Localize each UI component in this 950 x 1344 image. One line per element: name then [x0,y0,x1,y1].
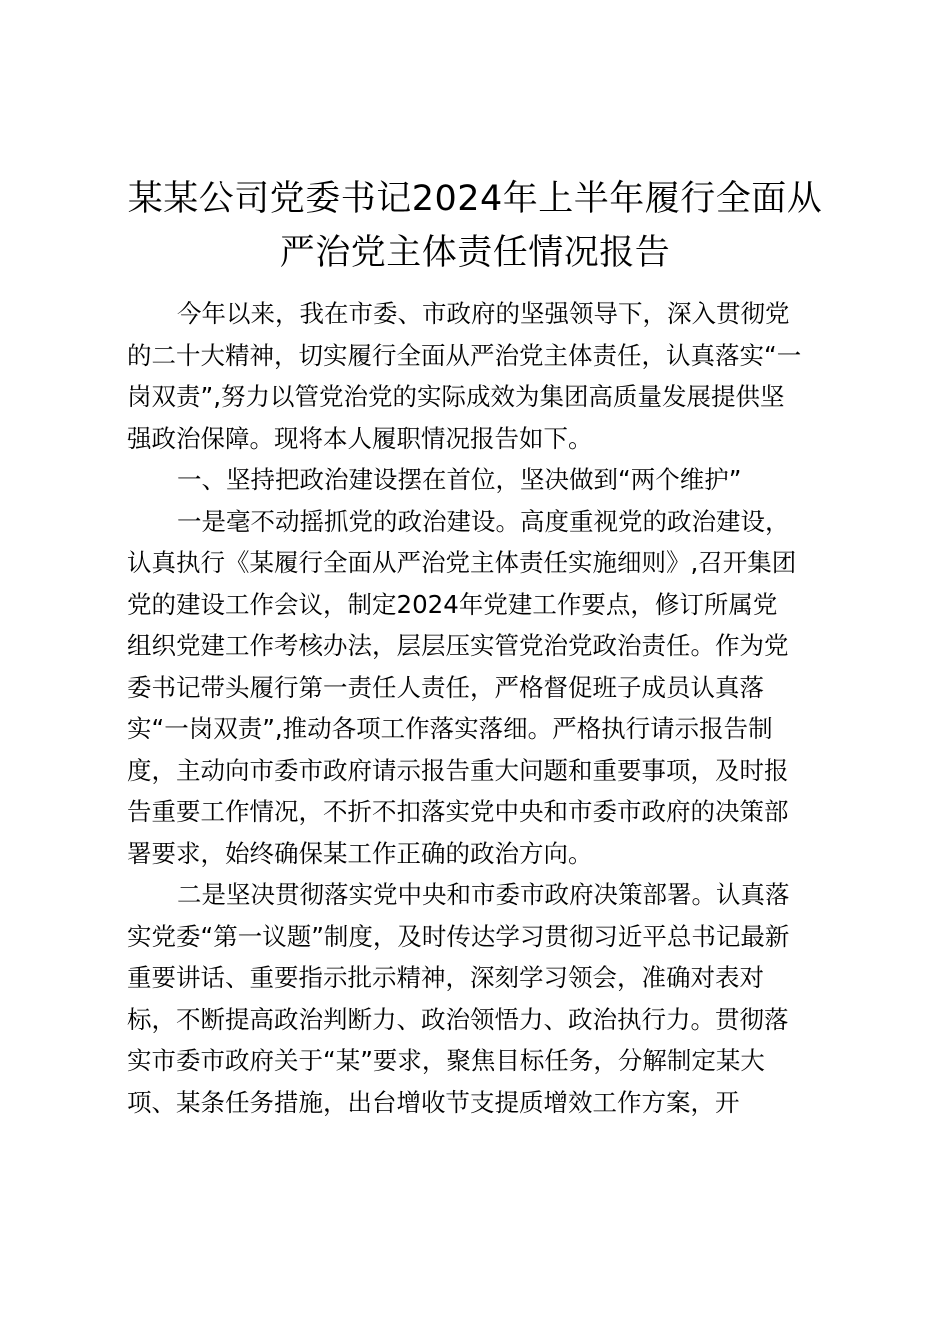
section-heading: 一、坚持把政治建设摆在首位，坚决做到“两个维护” [177,465,742,494]
title-line: 某某公司党委书记2024年上半年履行全面从 [127,179,823,219]
paragraph-line: 党的建设工作会议，制定2024年党建工作要点，修订所属党 [127,589,778,619]
paragraph-line: 项、某条任务措施，出台增收节支提质增效工作方案，开 [127,1087,740,1117]
paragraph-line: 的二十大精神，切实履行全面从严治党主体责任，认真落实“一 [127,340,802,370]
paragraph-line: 认真执行《某履行全面从严治党主体责任实施细则》,召开集团 [127,548,797,577]
paragraph-line: 度，主动向市委市政府请示报告重大问题和重要事项，及时报 [127,755,789,785]
paragraph-line: 岗双责”,努力以管党治党的实际成效为集团高质量发展提供坚 [127,382,785,411]
paragraph-line: 强政治保障。现将本人履职情况报告如下。 [127,423,593,453]
title-line: 严治党主体责任情况报告 [279,233,671,273]
paragraph-line: 二是坚决贯彻落实党中央和市委市政府决策部署。认真落 [177,880,790,909]
paragraph-line: 组织党建工作考核办法，层层压实管党治党政治责任。作为党 [127,631,789,660]
paragraph-line: 委书记带头履行第一责任人责任，严格督促班子成员认真落 [127,672,764,702]
paragraph-line: 一是毫不动摇抓党的政治建设。高度重视党的政治建设， [177,506,790,536]
paragraph-line: 实党委“第一议题”制度，及时传达学习贯彻习近平总书记最新 [127,921,790,951]
document-body [127,293,827,1123]
paragraph-line: 重要讲话、重要指示批示精神，深刻学习领会，准确对表对 [127,963,764,992]
paragraph-line: 署要求，始终确保某工作正确的政治方向。 [127,838,593,868]
paragraph-line: 实“一岗双责”,推动各项工作落实落细。严格执行请示报告制 [127,714,773,743]
paragraph-line: 标，不断提高政治判断力、政治领悟力、政治执行力。贯彻落 [127,1004,789,1034]
paragraph-line: 告重要工作情况，不折不扣落实党中央和市委市政府的决策部 [127,797,789,826]
paragraph-line: 今年以来，我在市委、市政府的坚强领导下，深入贯彻党 [177,299,790,328]
paragraph-line: 实市委市政府关于“某”要求，聚焦目标任务，分解制定某大 [127,1046,765,1075]
document-title [100,172,850,280]
